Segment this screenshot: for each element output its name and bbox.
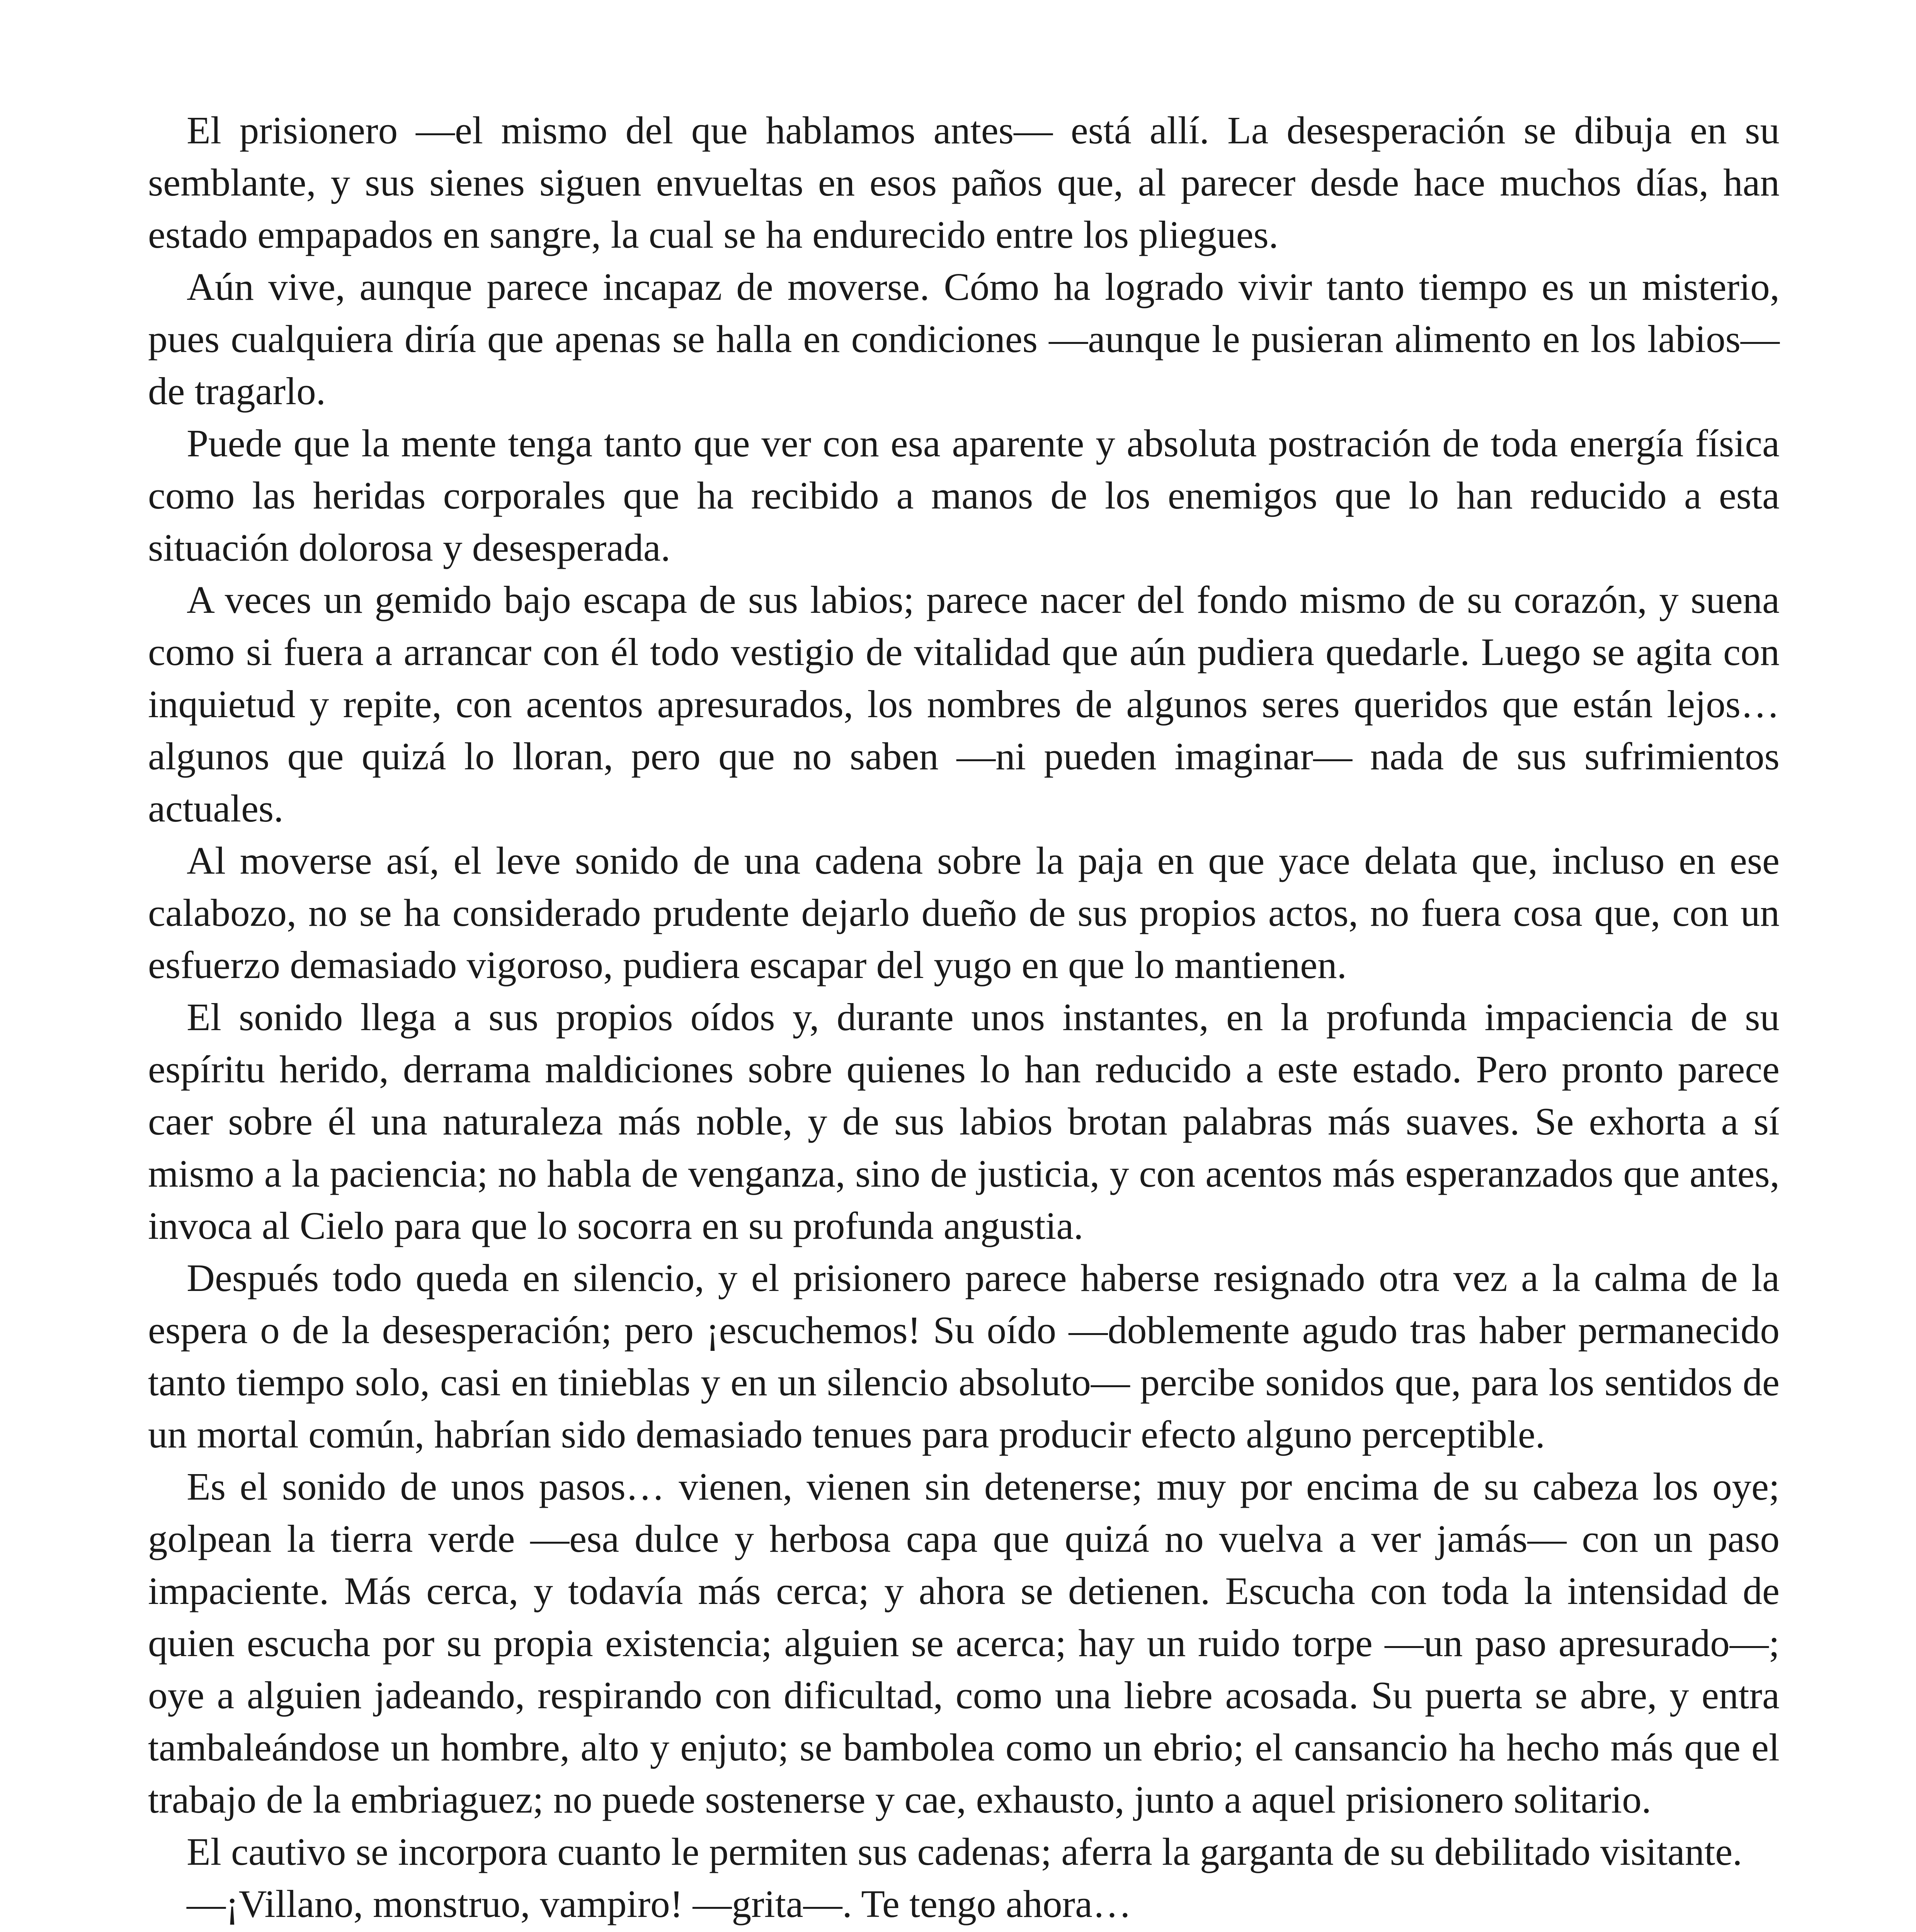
paragraph: Después todo queda en silencio, y el prisionero parece haberse resignado otra vez a la calma de la espera o de la desesperación; pero ¡escuchemos! Su oído —doblemente agudo tras haber permanecido tanto tiempo solo, casi en tinieblas y en un silencio absoluto— percibe sonidos que, para los sentidos de un mortal común, habrían sido demasiado tenues para producir efecto alguno perceptible. bbox=[148, 1256, 1780, 1456]
paragraph: El cautivo se incorpora cuanto le permiten sus cadenas; aferra la garganta de su debilitado visitante. bbox=[187, 1830, 1742, 1873]
paragraph: —¡Villano, monstruo, vampiro! —grita—. Te tengo ahora… bbox=[187, 1882, 1132, 1925]
paragraph: Al moverse así, el leve sonido de una cadena sobre la paja en que yace delata que, incluso en ese calabozo, no se ha considerado prudente dejarlo dueño de sus propios actos, no fuera cosa que, con un esfuerzo demasiado vigoroso, pudiera escapar del yugo en que lo mantienen. bbox=[148, 839, 1780, 986]
paragraph: El sonido llega a sus propios oídos y, durante unos instantes, en la profunda impaciencia de su espíritu herido, derrama maldiciones sobre quienes lo han reducido a este estado. Pero pronto parece caer sobre él una naturaleza más noble, y de sus labios brotan palabras más suaves. Se exhorta a sí mismo a la paciencia; no habla de venganza, sino de justicia, y con acentos más esperanzados que antes, invoca al Cielo para que lo socorra en su profunda angustia. bbox=[148, 995, 1780, 1247]
paragraph: A veces un gemido bajo escapa de sus labios; parece nacer del fondo mismo de su corazón, y suena como si fuera a arrancar con él todo vestigio de vitalidad que aún pudiera quedarle. Luego se agita con inquietud y repite, con acentos apresurados, los nombres de algunos seres queridos que están lejos… algunos que quizá lo lloran, pero que no saben —ni pueden imaginar— nada de sus sufrimientos actuales. bbox=[148, 578, 1780, 830]
paragraph: El prisionero —el mismo del que hablamos antes— está allí. La desesperación se dibuja en su semblante, y sus sienes siguen envueltas en esos paños que, al parecer desde hace muchos días, han estado empapados en sangre, la cual se ha endurecido entre los pliegues. bbox=[148, 109, 1780, 256]
paragraph: Puede que la mente tenga tanto que ver con esa aparente y absoluta postración de toda energía física como las heridas corporales que ha recibido a manos de los enemigos que lo han reducido a esta situación dolorosa y desesperada. bbox=[148, 422, 1780, 569]
paragraph bbox=[148, 1930, 1780, 1932]
paragraph: Aún vive, aunque parece incapaz de moverse. Cómo ha logrado vivir tanto tiempo es un misterio, pues cualquiera diría que apenas se halla en condiciones —aunque le pusieran alimento en los labios— de tragarlo. bbox=[148, 265, 1780, 413]
paragraph: Es el sonido de unos pasos… vienen, vienen sin detenerse; muy por encima de su cabeza los oye; golpean la tierra verde —esa dulce y herbosa capa que quizá no vuelva a ver jamás— con un paso impaciente. Más cerca, y todavía más cerca; y ahora se detienen. Escucha con toda la intensidad de quien escucha por su propia existencia; alguien se acerca; hay un ruido torpe —un paso apresurado—; oye a alguien jadeando, respirando con dificultad, como una liebre acosada. Su puerta se abre, y entra tambaleándose un hombre, alto y enjuto; se bambolea como un ebrio; el cansancio ha hecho más que el trabajo de la embriaguez; no puede sostenerse y cae, exhausto, junto a aquel prisionero solitario. bbox=[148, 1465, 1780, 1821]
body-text bbox=[148, 104, 1780, 1932]
